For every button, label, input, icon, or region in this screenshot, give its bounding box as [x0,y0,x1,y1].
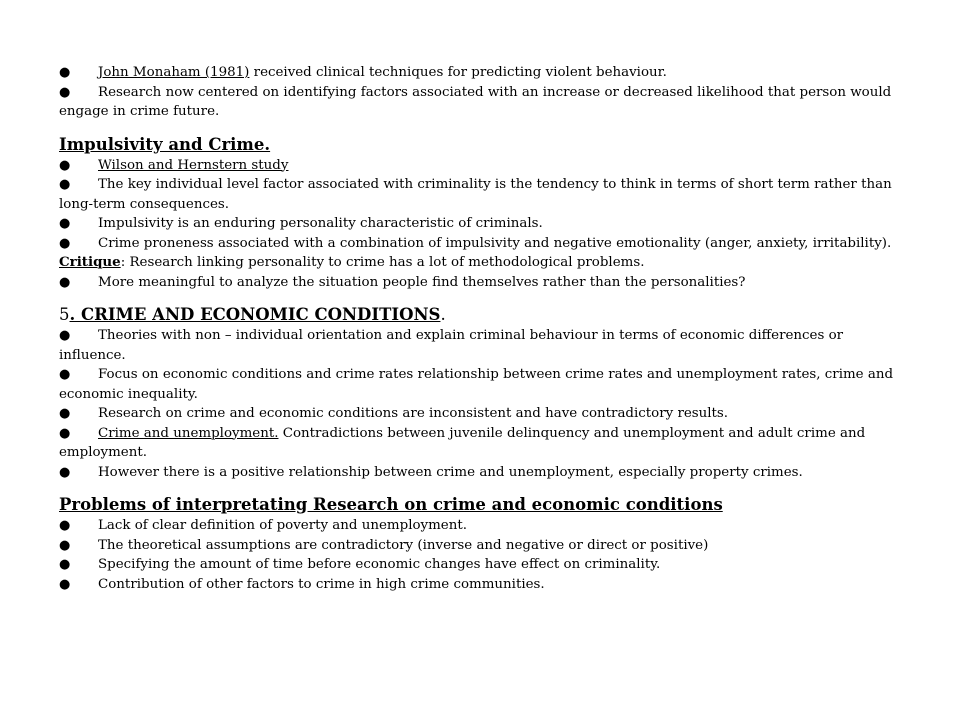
list-item-text: Contribution of other factors to crime in high crime communities. [98,576,545,592]
bullet-icon: ● [59,235,71,251]
bullet-icon: ● [59,557,71,572]
section-heading-problems: Problems of interpretating Research on crime and economic conditions [59,495,723,514]
critique-line [59,253,909,273]
bullet-icon: ● [59,274,71,290]
list-item-text: More meaningful to analyze the situation people find themselves rather than the personalities? [98,274,746,290]
list-item-text: However there is a positive relationship between crime and unemployment, especially property crimes. [98,464,803,480]
bullet-icon: ● [59,537,71,553]
bullet-icon: ● [59,216,71,231]
bullet-icon: ● [59,367,71,382]
list-item [59,273,909,293]
list-item [59,63,909,83]
list-item [59,555,909,575]
section-heading-economic [59,304,909,326]
list-item-text: Lack of clear definition of poverty and unemployment. [98,518,467,533]
list-item-text: Crime proneness associated with a combination of impulsivity and negative emotionality (anger, anxiety, irritability). [98,235,892,251]
list-item-text: Impulsivity is an enduring personality characteristic of criminals. [98,216,543,231]
list-item-text: Research on crime and economic conditions are inconsistent and have contradictory results. [98,406,729,421]
list-item [59,175,909,214]
bullet-icon: ● [59,425,71,441]
bullet-icon: ● [59,406,71,421]
document-page [59,63,909,594]
list-item-text: Theories with non – individual orientation and explain criminal behaviour in terms of economic differences or influence. [59,328,844,363]
section-heading-impulsivity: Impulsivity and Crime. [59,134,271,154]
list-item [59,83,909,122]
critique-label: Critique [59,254,121,270]
bullet-icon: ● [59,328,71,343]
bullet-icon: ● [59,518,71,533]
bullet-icon: ● [59,157,71,173]
list-item [59,234,909,254]
list-item [59,516,909,536]
list-item-text: received clinical techniques for predicting violent behaviour. [249,65,667,80]
list-item [59,463,909,483]
heading-end: . [440,305,446,324]
heading-number: 5 [59,305,70,324]
unemployment-link[interactable]: Crime and unemployment. [98,425,279,441]
bullet-icon: ● [59,177,71,192]
list-item [59,575,909,595]
list-item [59,156,909,176]
list-item-text: The theoretical assumptions are contradictory (inverse and negative or direct or positive) [98,537,709,553]
list-item [59,424,909,463]
bullet-icon: ● [59,576,71,592]
list-item-text: Focus on economic conditions and crime rates relationship between crime rates and unemployment rates, crime and economic inequality. [59,367,894,402]
list-item [59,404,909,424]
list-item-text: Specifying the amount of time before economic changes have effect on criminality. [98,557,661,572]
study-link[interactable]: Wilson and Hernstern study [98,157,289,173]
list-item-text: Contradictions between juvenile delinquency and unemployment and adult crime and employment. [59,425,866,460]
citation-link[interactable]: John Monaham (1981) [98,65,250,80]
bullet-icon: ● [59,65,71,80]
list-item-text: The key individual level factor associated with criminality is the tendency to think in terms of short term rather than long-term consequences. [59,177,892,212]
bullet-icon: ● [59,84,71,100]
list-item-text: Research now centered on identifying factors associated with an increase or decreased likelihood that person would engage in crime future. [59,84,892,119]
bullet-icon: ● [59,464,71,480]
critique-text: : Research linking personality to crime has a lot of methodological problems. [120,255,645,270]
list-item [59,214,909,234]
list-item [59,536,909,556]
list-item [59,365,909,404]
list-item [59,326,909,365]
heading-title: . CRIME AND ECONOMIC CONDITIONS [69,305,441,324]
